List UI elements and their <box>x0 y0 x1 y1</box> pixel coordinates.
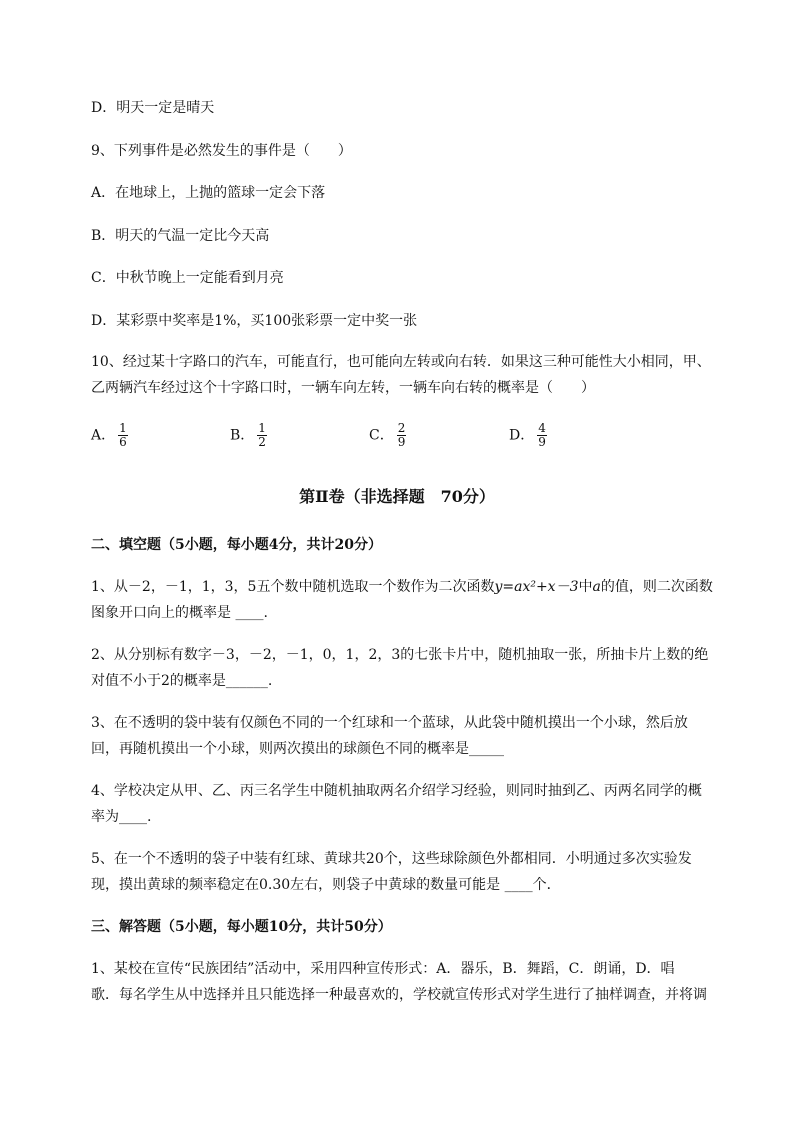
fill-q1-line2: 图象开口向上的概率是 ____. <box>91 605 268 621</box>
option-d-q9: D．某彩票中奖率是1%，买100张彩票一定中奖一张 <box>91 313 418 329</box>
fill-q4-line2: 率为____. <box>91 809 152 825</box>
fill-q2-line2: 对值不小于2的概率是______. <box>91 673 273 689</box>
option-b-q9: B．明天的气温一定比今天高 <box>91 228 270 244</box>
option-a-q10: A． $\frac{1}{6}$ <box>91 421 127 449</box>
question-9: 9、下列事件是必然发生的事件是（ ） <box>91 143 352 159</box>
option-b-q10: B． $\frac{1}{2}$ <box>230 421 266 449</box>
fill-q5-line2: 现，摸出黄球的频率稳定在0.30左右，则袋子中黄球的数量可能是 ____个． <box>91 877 561 893</box>
option-c-q9: C．中秋节晚上一定能看到月亮 <box>91 270 284 286</box>
option-a-q9: A．在地球上，上抛的篮球一定会下落 <box>91 185 326 201</box>
option-d-q8: D．明天一定是晴天 <box>91 100 215 116</box>
question-10-line2: 乙两辆汽车经过这个十字路口时，一辆车向左转，一辆车向右转的概率是（ ） <box>91 380 595 396</box>
fill-q3-line1: 3、在不透明的袋中装有仅颜色不同的一个红球和一个蓝球，从此袋中随机摸出一个小球，然后放 <box>91 715 688 731</box>
fill-q4-line1: 4、学校决定从甲、乙、丙三名学生中随机抽取两名介绍学习经验，则同时抽到乙、丙两名同学的概 <box>91 783 702 799</box>
option-d-q10: D． $\frac{4}{9}$ <box>509 421 546 449</box>
fill-q1-line1: 1、从－2，－1，1，3，5五个数中随机选取一个数作为二次函数y=ax²+x－3中a的值，则二次函数 <box>91 579 713 595</box>
fill-blank-heading: 二、填空题（5小题，每小题4分，共计20分） <box>91 537 382 553</box>
fill-q3-line2: 回，再随机摸出一个小球，则两次摸出的球颜色不同的概率是_____ <box>91 741 504 757</box>
answer-heading: 三、解答题（5小题，每小题10分，共计50分） <box>91 919 392 935</box>
part-2-title: 第Ⅱ卷（非选择题 70分） <box>299 487 495 506</box>
answer-q1-line1: 1、某校在宣传“民族团结”活动中，采用四种宣传形式：A．器乐，B．舞蹈，C．朗诵，D．唱 <box>91 961 675 977</box>
fill-q2-line1: 2、从分别标有数字－3，－2，－1，0，1，2，3的七张卡片中，随机抽取一张，所抽卡片上数的绝 <box>91 647 709 663</box>
option-c-q10: C． $\frac{2}{9}$ <box>369 421 406 449</box>
question-10-line1: 10、经过某十字路口的汽车，可能直行，也可能向左转或向右转．如果这三种可能性大小相同，甲、 <box>91 354 711 370</box>
answer-q1-line2: 歌．每名学生从中选择并且只能选择一种最喜欢的，学校就宣传形式对学生进行了抽样调查，并将调 <box>91 987 707 1003</box>
fill-q5-line1: 5、在一个不透明的袋子中装有红球、黄球共20个，这些球除颜色外都相同．小明通过多次实验发 <box>91 851 692 867</box>
